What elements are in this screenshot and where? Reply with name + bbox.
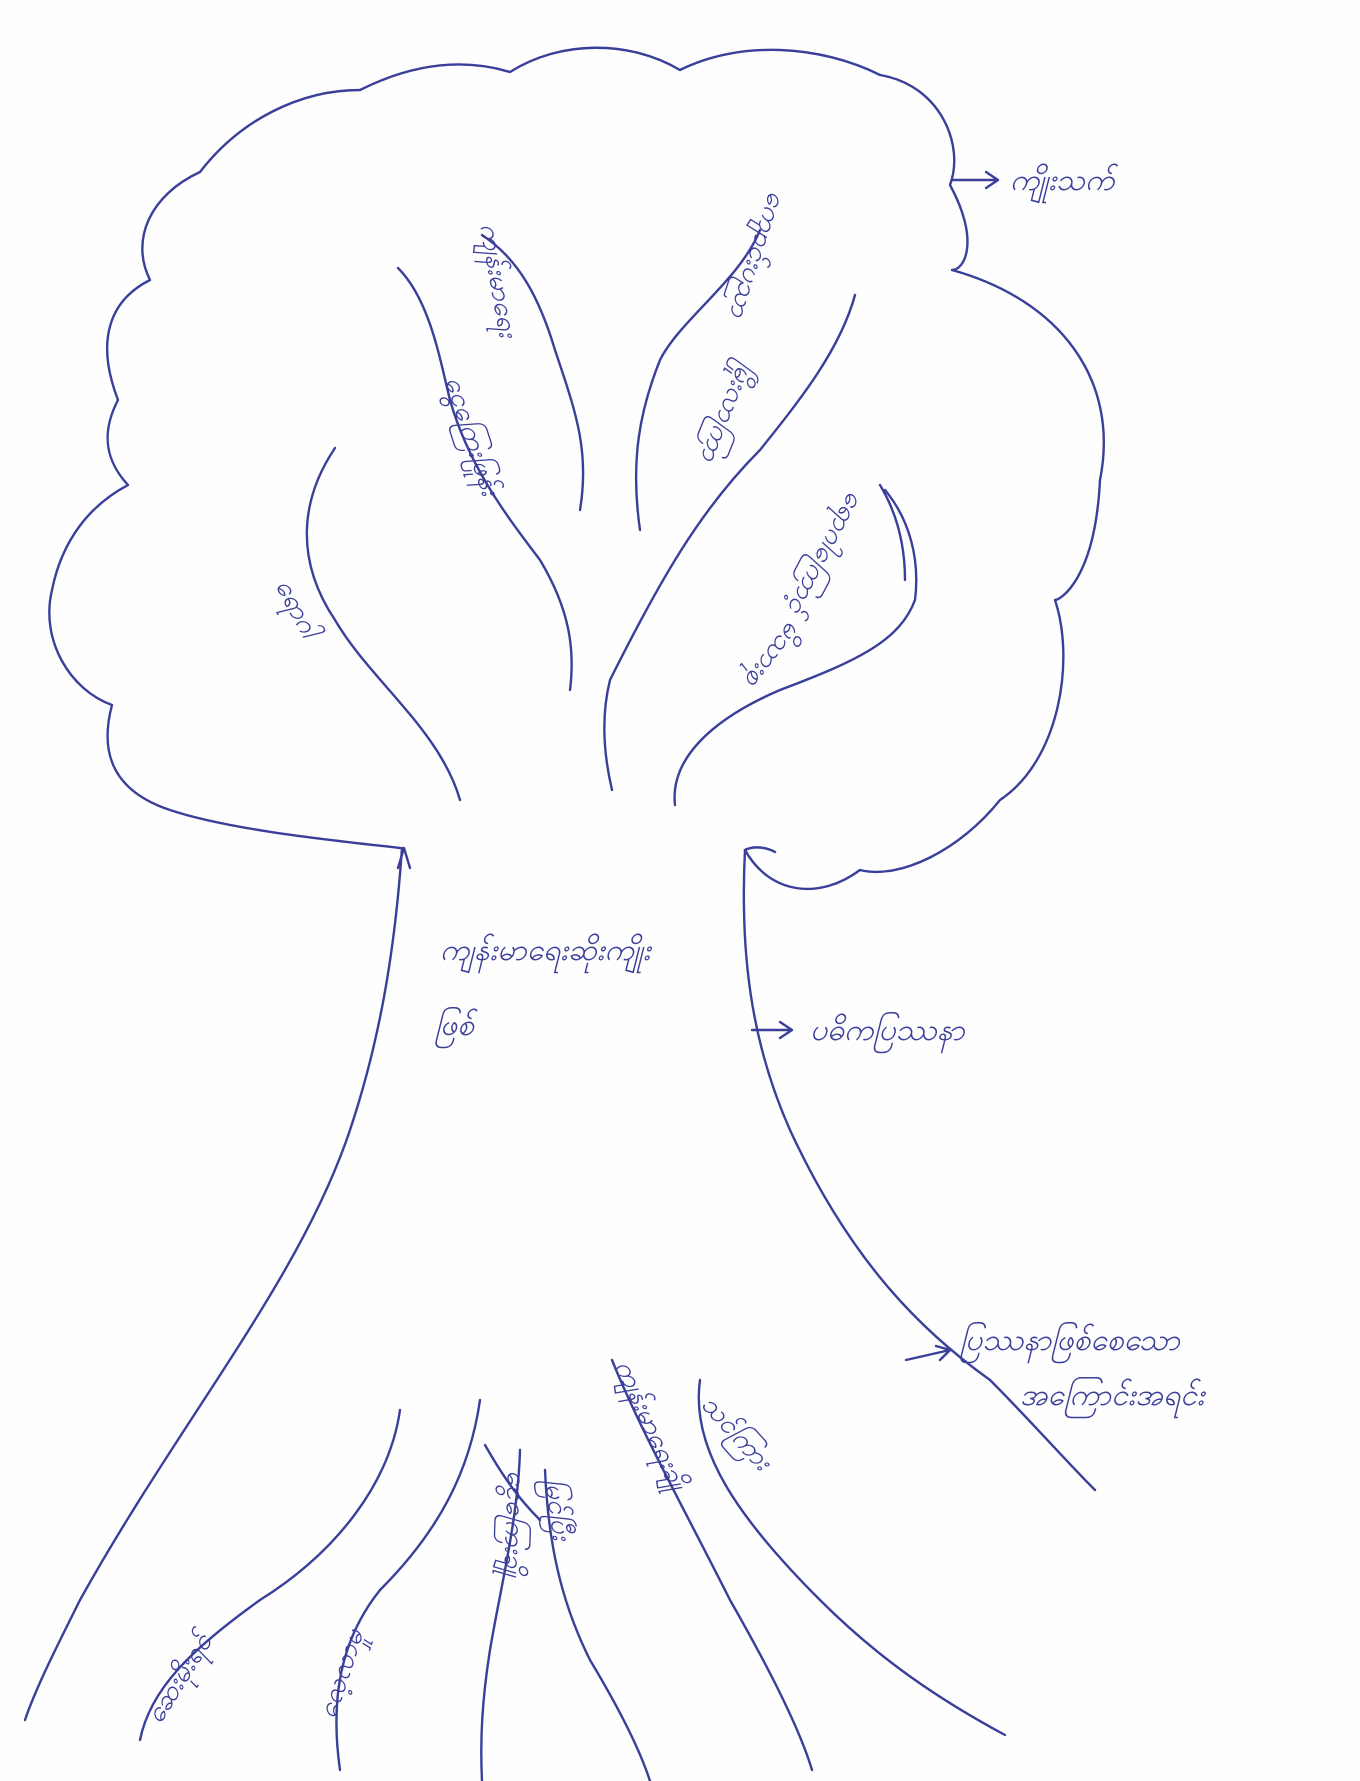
root-label-4: မြင်ပြီး — [538, 1476, 578, 1543]
trunk-left-arrow — [398, 848, 410, 868]
branch-label-7: မိသားစု — [738, 615, 809, 694]
root-curve-2 — [336, 1400, 480, 1770]
trunk-side-label: ပဓိကပြဿနာ — [810, 1013, 965, 1048]
root-label-3: ငွေကြေးချို — [497, 1469, 532, 1577]
canopy-title: ကျိုးသက် — [1010, 163, 1115, 198]
roots-side-label-1: ပြဿနာဖြစ်စေသော — [960, 1323, 1181, 1358]
roots-side-label-2: အကြောင်းအရင်း — [1020, 1378, 1205, 1413]
branch-label-1: ရောဂါ — [268, 573, 325, 643]
canopy-outline — [49, 48, 1103, 889]
trunk-subtitle: ဖြစ် — [435, 1008, 475, 1043]
branch-label-3: ကျန်းမာရေး — [473, 220, 524, 340]
branch-label-2: ငွေကြေးဖြုန်း — [438, 372, 506, 500]
canopy-arrow — [952, 172, 998, 188]
root-label-2: လေ့လာမှု — [312, 1625, 371, 1723]
roots-arrow — [906, 1346, 950, 1360]
branch-label-5: မြိုးလာကြာ — [694, 357, 763, 467]
root-label-1: ဆေးမိုးရင် — [139, 1628, 219, 1729]
branch-label-6: ရောဂါကြောင့် — [781, 486, 872, 620]
trunk-left-edge — [25, 848, 402, 1720]
root-label-5: ကျန်းမာရေးချို — [608, 1355, 694, 1495]
branch-label-4: ကျောင်းပညာ — [722, 187, 793, 322]
branch-curve-1 — [307, 448, 460, 800]
trunk-title: ကျန်းမာရေးဆိုးကျိုး — [440, 933, 651, 968]
trunk-right-tick — [745, 847, 775, 852]
root-label-6: သင်ကြား — [694, 1388, 779, 1477]
